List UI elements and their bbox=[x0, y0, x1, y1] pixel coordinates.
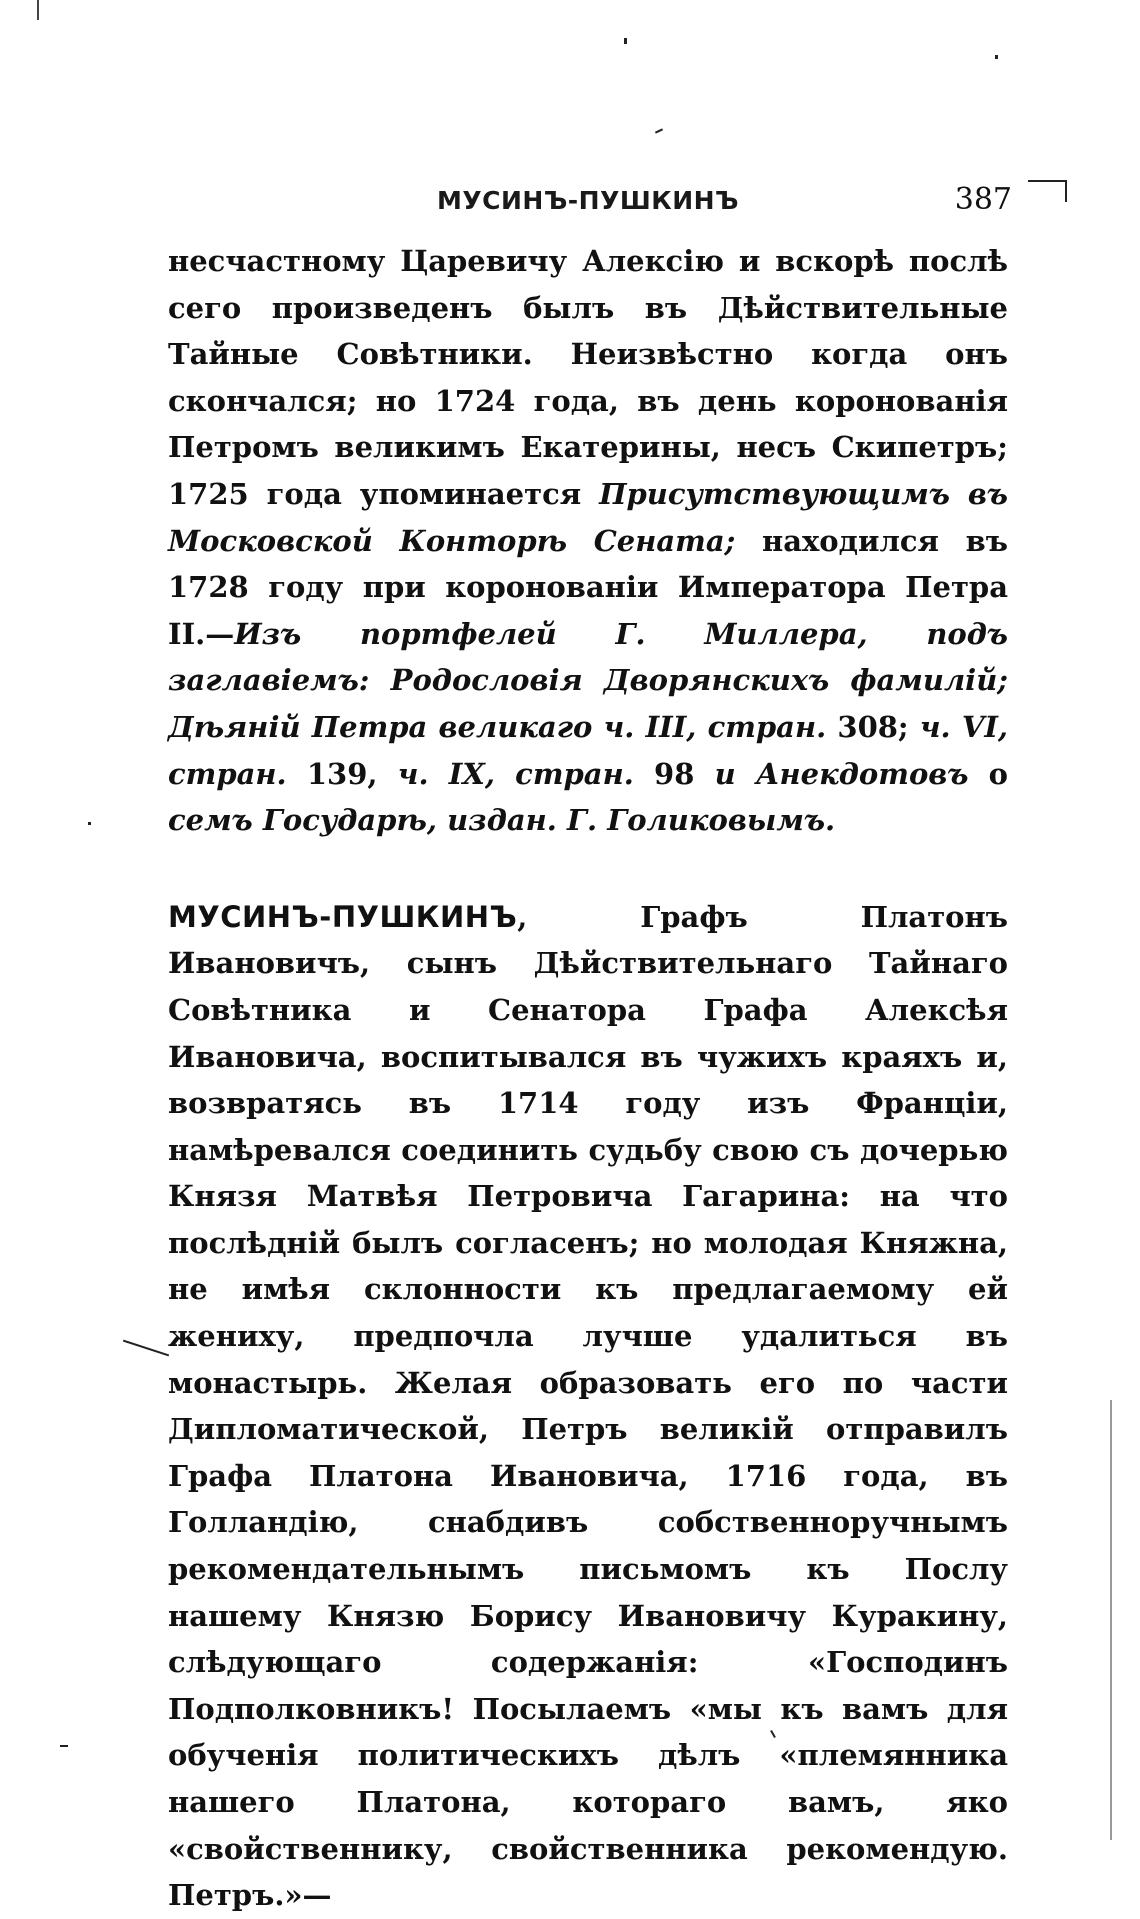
italic-run: III, стран. bbox=[645, 709, 827, 744]
running-head: МУСИНЪ-ПУШКИНЪ bbox=[436, 186, 740, 215]
scan-speck bbox=[60, 1745, 68, 1747]
text-run: 139, bbox=[286, 756, 398, 791]
scan-speck bbox=[1028, 180, 1066, 182]
entry-text: , Графъ Платонъ Ивановичъ, сынъ Дѣйствительнаго Тайнаго Совѣтника и Сенатора Графа Алексѣя Ивановича, воспитывался въ чужихъ краяхъ и, возвратясь въ 1714 году изъ Франціи, намѣревался соединить судьбу свою съ дочерью Князя Матвѣя Петровича Гагарина: на что послѣдній былъ согласенъ; но молодая Княжна, не имѣя склонности къ предлагаемому ей жениху, предпочла лучше удалиться въ монастырь. Желая образовать его по части Дипломатической, Петръ великій отправилъ Графа Платона Ивановича, 1716 года, въ Голландію, снабдивъ собственноручнымъ рекомендательнымъ письмомъ къ Послу нашему Князю Борису Ивановичу Куракину, слѣдующаго содержанія: «Господинъ Подполковникъ! Посылаемъ «мы къ вамъ для обученія политическихъ дѣлъ «племянника нашего Платона, котораго вамъ, яко «свойственнику, свойственника рекомендую. Петръ.»— bbox=[168, 899, 1008, 1913]
italic-run: ч. VI, стран. bbox=[168, 709, 1008, 791]
text-run: 98 bbox=[633, 756, 715, 791]
scan-speck bbox=[995, 55, 998, 59]
right-edge-mark bbox=[1110, 1400, 1112, 1840]
italic-run: и Анекдотовъ bbox=[714, 756, 969, 791]
scan-speck bbox=[123, 1340, 169, 1357]
page-header bbox=[168, 182, 1012, 226]
scan-speck bbox=[624, 38, 627, 44]
paragraph-entry bbox=[168, 894, 1008, 1919]
text-run: о bbox=[968, 756, 1008, 791]
text-run bbox=[634, 710, 645, 744]
left-edge-mark bbox=[37, 0, 39, 20]
italic-run: ч. IX, стран. bbox=[397, 756, 634, 791]
entry-heading: МУСИНЪ-ПУШКИНЪ bbox=[168, 899, 518, 934]
body-text bbox=[168, 238, 1008, 1919]
text-run: несчастному Царевичу Алексію и вскорѣ послѣ сего произведенъ былъ въ Дѣйствительные Тайные Совѣтники. Неизвѣстно когда онъ скончался; но 1724 года, въ день коронованія Петромъ великимъ Екатерины, несъ Скипетръ; 1725 года упоминается bbox=[168, 244, 1008, 511]
italic-run: Изъ портфелей Г. Миллера, подъ заглавіемъ: Родословія Дворянскихъ фамилій; Дѣяній Петра великаго ч. bbox=[168, 616, 1008, 744]
italic-run: Присутствующимъ въ Московской Конторѣ Сената; bbox=[168, 476, 1008, 558]
page-number: 387 bbox=[954, 182, 1012, 217]
scan-speck bbox=[1065, 180, 1067, 202]
text-run: 308; bbox=[826, 709, 920, 744]
paragraph-continuation bbox=[168, 238, 1008, 844]
scan-speck bbox=[88, 822, 91, 825]
text-run: находился въ 1728 году при коронованіи Императора Петра II.— bbox=[168, 523, 1009, 651]
italic-run: семъ Государѣ, издан. Г. Голиковымъ. bbox=[168, 803, 836, 838]
scan-speck bbox=[655, 128, 663, 133]
